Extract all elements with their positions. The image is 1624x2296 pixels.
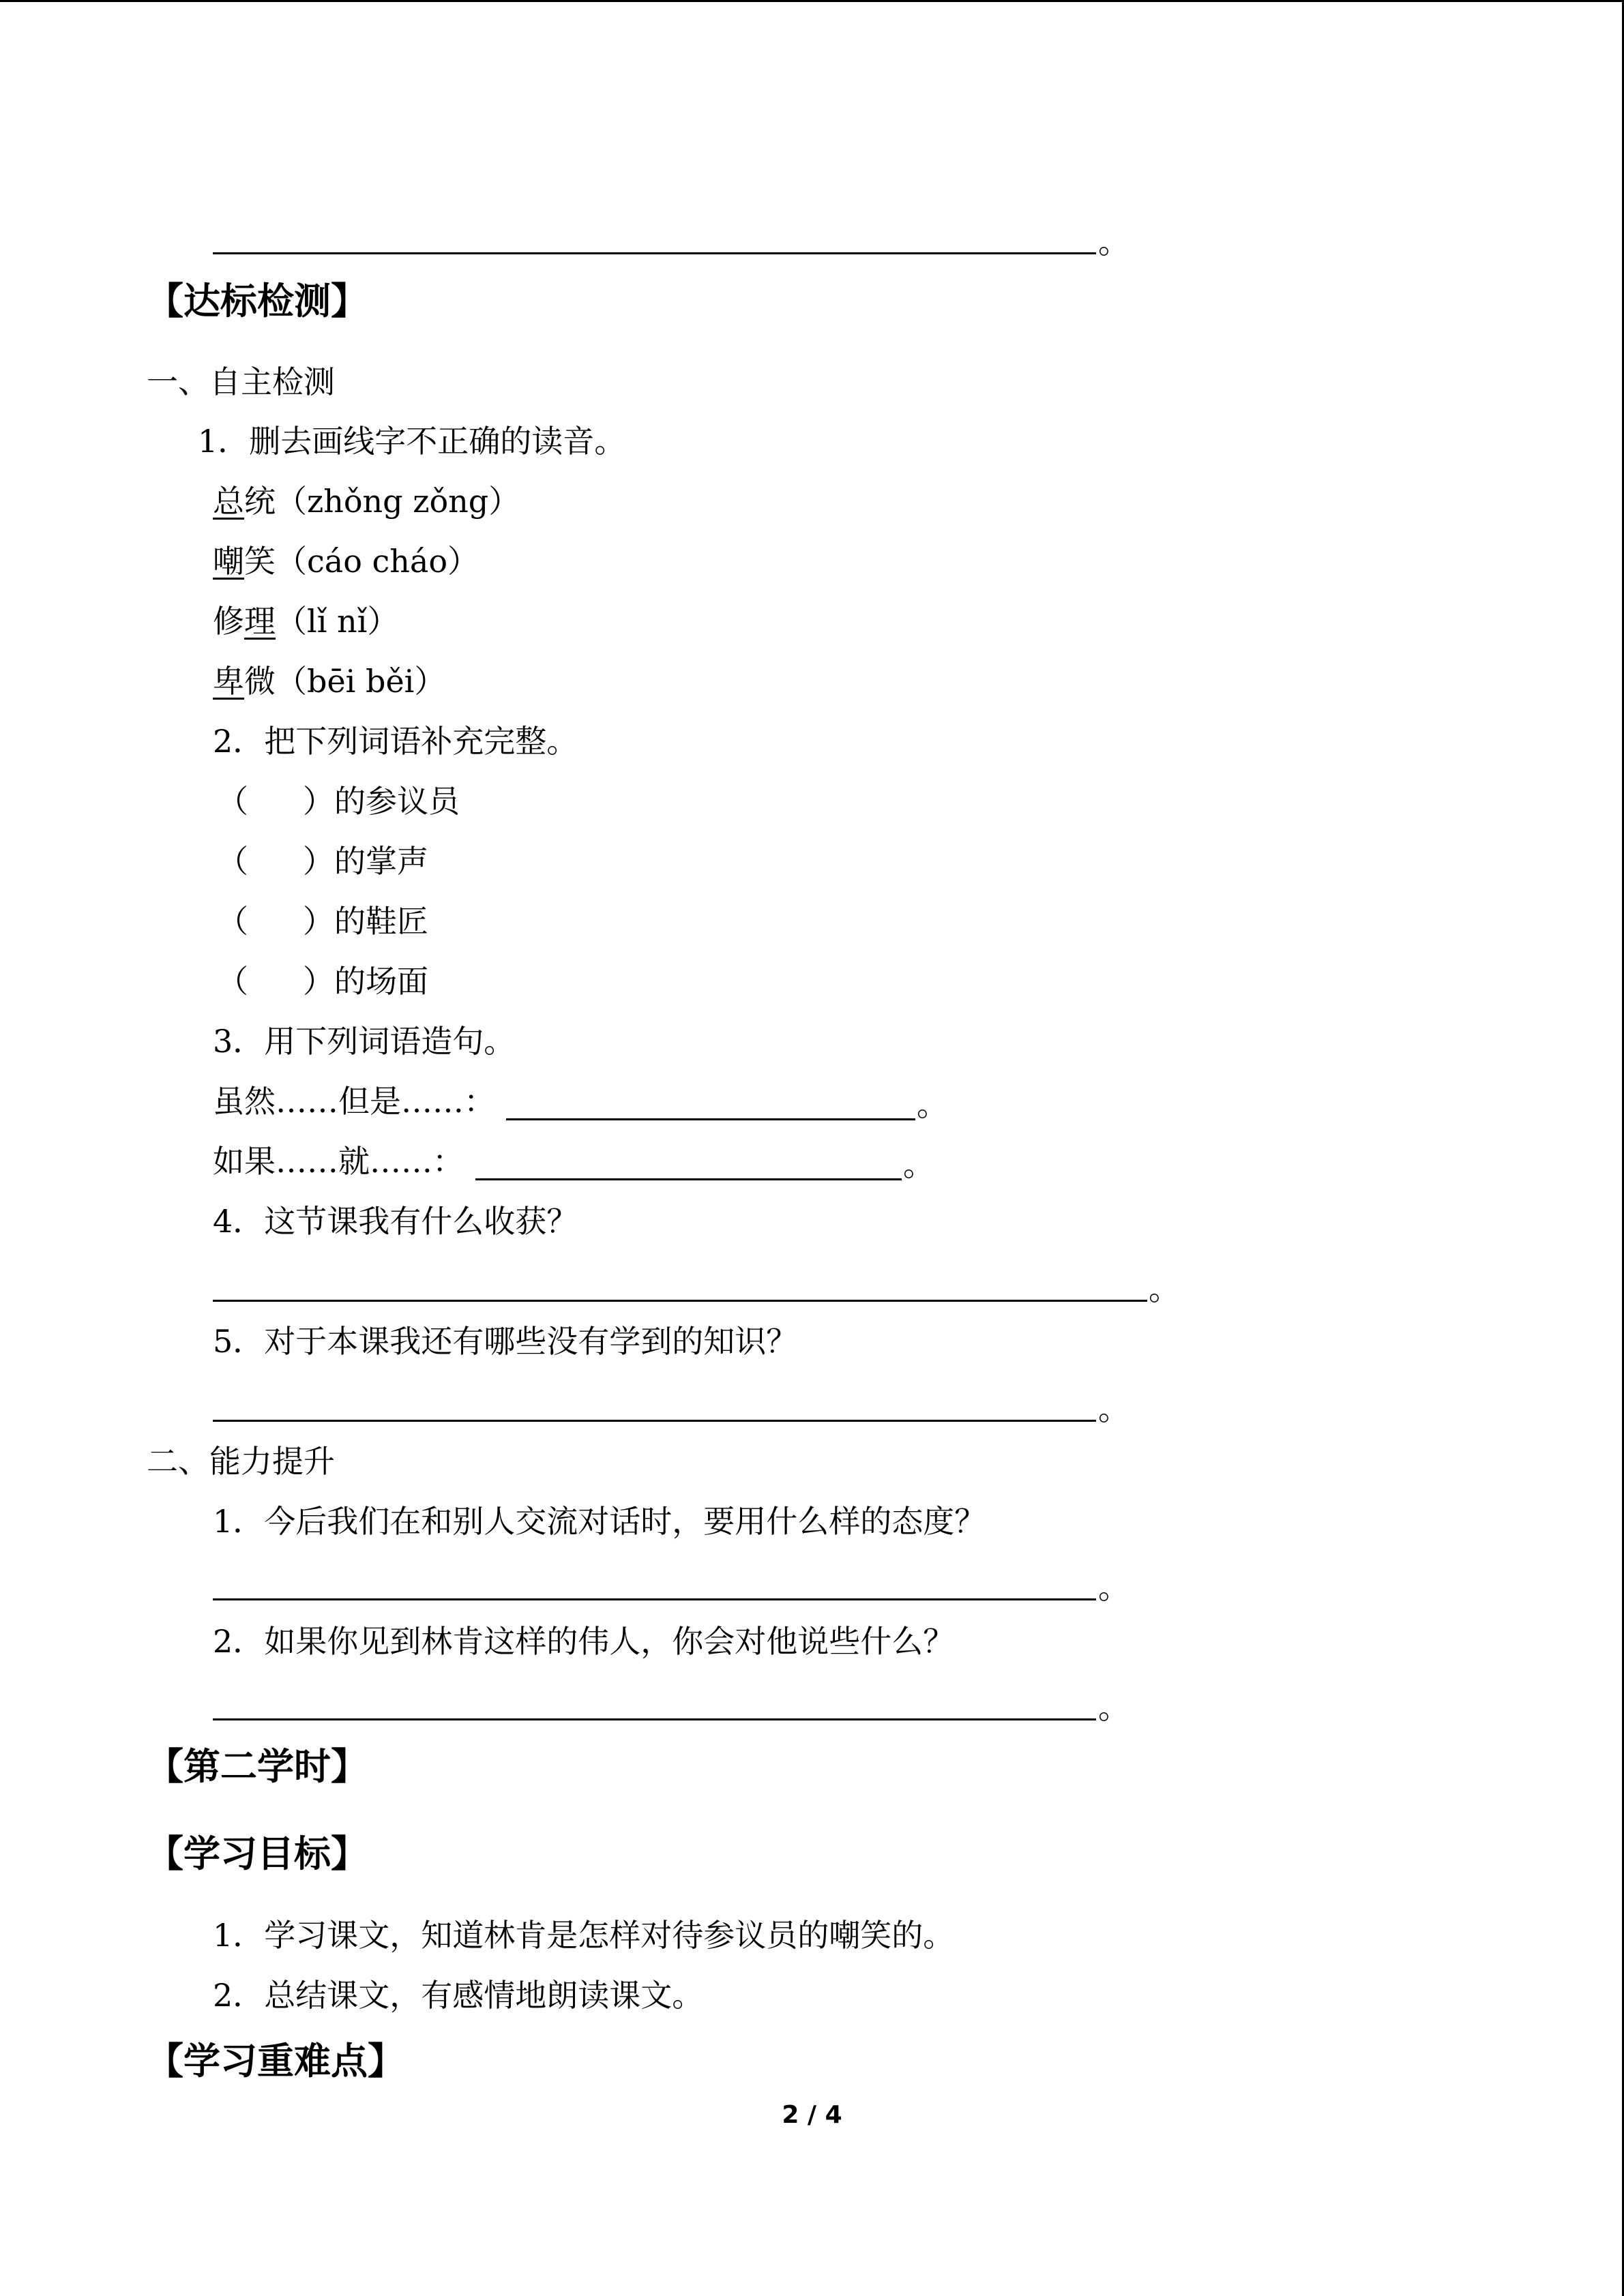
pinyin-text: 笑（cáo cháo） bbox=[244, 543, 479, 580]
pinyin-text: 微（bēi běi） bbox=[244, 663, 446, 700]
answer-end-top: 。 bbox=[1098, 224, 1130, 260]
pinyin-item-2 bbox=[213, 541, 479, 582]
answer-end-p2q2: 。 bbox=[1098, 1689, 1130, 1726]
underlined-char: 总 bbox=[213, 483, 244, 520]
sentence-end-1: 。 bbox=[917, 1086, 948, 1123]
paren-open: （ bbox=[217, 843, 248, 880]
part-title-self-check: 一、自主检测 bbox=[147, 363, 335, 400]
answer-line-p2q2 bbox=[213, 1718, 1096, 1720]
ability-question-1: 1．今后我们在和别人交流对话时，要用什么样的态度？ bbox=[213, 1503, 986, 1540]
objective-1: 1．学习课文，知道林肯是怎样对待参议员的嘲笑的。 bbox=[213, 1917, 955, 1954]
fill-text: ）的掌声 bbox=[303, 843, 428, 880]
answer-line-q4 bbox=[213, 1300, 1147, 1302]
plain-char: 修 bbox=[213, 603, 244, 640]
sentence-item-2 bbox=[213, 1141, 464, 1182]
part-title-ability: 二、能力提升 bbox=[147, 1443, 335, 1480]
pinyin-item-1 bbox=[213, 481, 520, 522]
pinyin-item-3 bbox=[213, 601, 398, 642]
answer-line-top bbox=[213, 252, 1096, 254]
page-number: 2 / 4 bbox=[782, 2101, 842, 2129]
paren-open: （ bbox=[217, 963, 248, 1000]
ability-question-2: 2．如果你见到林肯这样的伟人，你会对他说些什么？ bbox=[213, 1623, 955, 1660]
question-4: 4．这节课我有什么收获？ bbox=[213, 1203, 578, 1240]
underlined-char: 卑 bbox=[213, 663, 244, 700]
sentence-blank-1 bbox=[506, 1118, 915, 1120]
underlined-char: 理 bbox=[244, 603, 276, 640]
section-title-key-points: 【学习重难点】 bbox=[147, 2040, 404, 2083]
paren-open: （ bbox=[217, 903, 248, 940]
fill-item-1 bbox=[217, 781, 460, 822]
sentence-label: 如果……就……： bbox=[213, 1143, 464, 1180]
fill-text: ）的参议员 bbox=[303, 783, 460, 820]
section-title-second-period: 【第二学时】 bbox=[147, 1745, 368, 1788]
pinyin-text: （lǐ nǐ） bbox=[276, 603, 399, 640]
sentence-end-2: 。 bbox=[903, 1146, 934, 1183]
question-3: 3．用下列词语造句。 bbox=[213, 1023, 516, 1060]
fill-item-4 bbox=[217, 961, 428, 1002]
fill-item-2 bbox=[217, 841, 428, 882]
fill-text: ）的鞋匠 bbox=[303, 903, 428, 940]
answer-end-p2q1: 。 bbox=[1098, 1569, 1130, 1606]
pinyin-item-4 bbox=[213, 661, 445, 702]
question-5: 5．对于本课我还有哪些没有学到的知识？ bbox=[213, 1323, 798, 1360]
sentence-blank-2 bbox=[475, 1178, 902, 1180]
sentence-item-1 bbox=[213, 1081, 495, 1122]
answer-line-q5 bbox=[213, 1420, 1096, 1422]
paren-open: （ bbox=[217, 783, 248, 820]
page-top-border bbox=[0, 0, 1624, 2]
section-title-dabiao: 【达标检测】 bbox=[147, 280, 368, 323]
question-2: 2．把下列词语补充完整。 bbox=[213, 723, 578, 760]
fill-item-3 bbox=[217, 901, 428, 942]
question-1: 1．删去画线字不正确的读音。 bbox=[198, 423, 626, 460]
sentence-label: 虽然……但是……： bbox=[213, 1083, 495, 1120]
fill-text: ）的场面 bbox=[303, 963, 428, 1000]
answer-end-q4: 。 bbox=[1149, 1270, 1180, 1307]
section-title-objectives: 【学习目标】 bbox=[147, 1832, 368, 1875]
underlined-char: 嘲 bbox=[213, 543, 244, 580]
objective-2: 2．总结课文，有感情地朗读课文。 bbox=[213, 1977, 704, 2014]
answer-end-q5: 。 bbox=[1098, 1390, 1130, 1427]
answer-line-p2q1 bbox=[213, 1598, 1096, 1600]
pinyin-text: 统（zhǒng zǒng） bbox=[244, 483, 520, 520]
